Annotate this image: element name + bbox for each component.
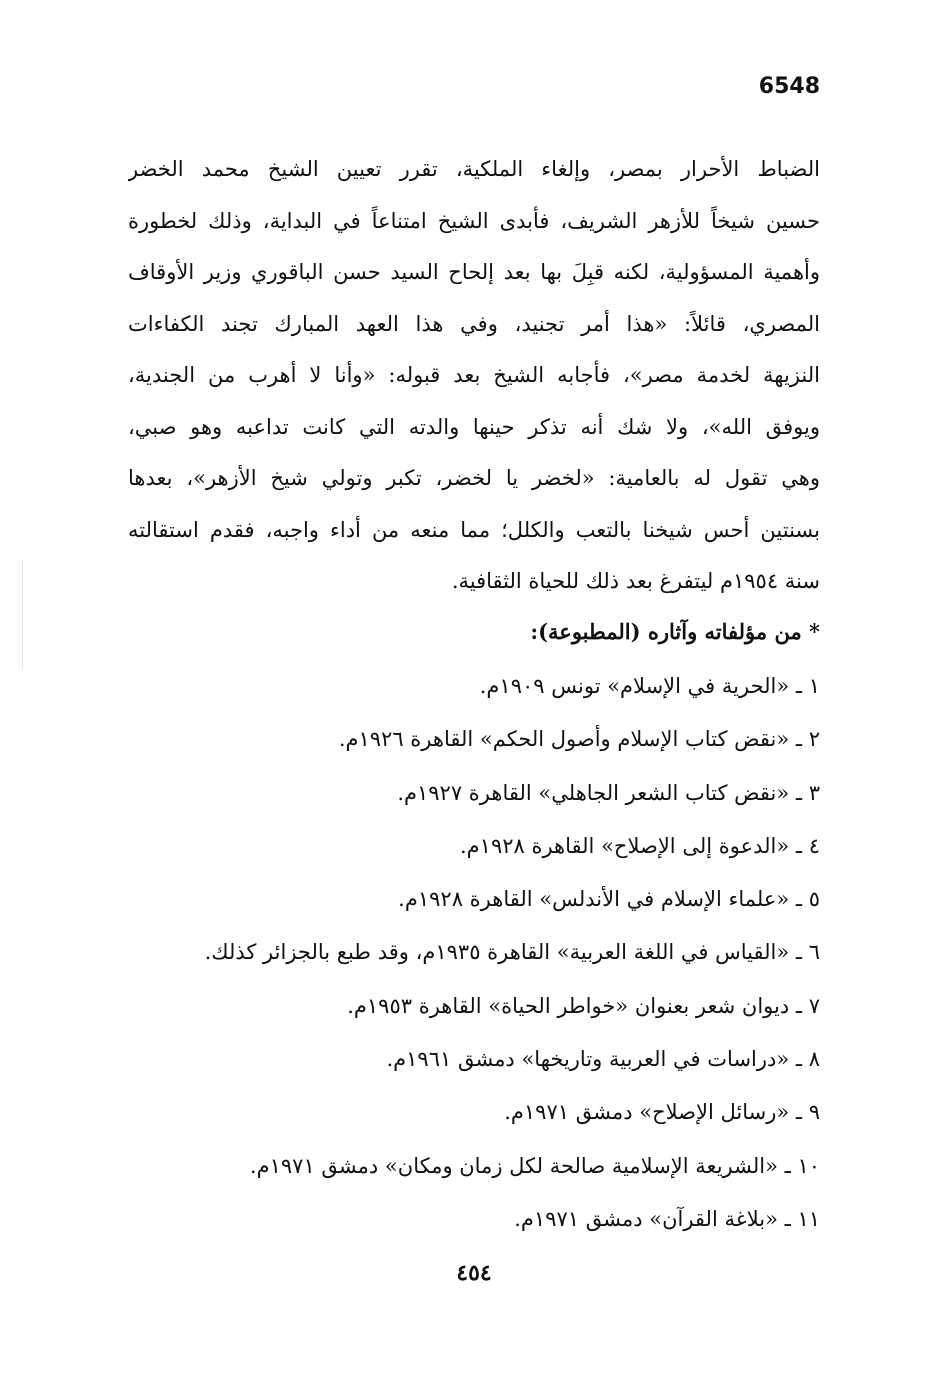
works-list-item: ٧ ـ ديوان شعر بعنوان «خواطر الحياة» القاهرة ١٩٥٣م.: [347, 993, 820, 1018]
paragraph-line: بسنتين أحس شيخنا بالتعب والكلل؛ مما منعه من أداء واجبه، فقدم استقالته: [128, 517, 820, 542]
works-list-item: ٤ ـ «الدعوة إلى الإصلاح» القاهرة ١٩٢٨م.: [459, 833, 820, 858]
works-list: [128, 660, 820, 1246]
paragraph-line: وهي تقول له بالعامية: «لخضر يا لخضر، تكبر وتولي شيخ الأزهر»، بعدها: [128, 466, 820, 490]
page-id: 6548: [758, 74, 820, 99]
works-list-item: ٦ ـ «القياس في اللغة العربية» القاهرة ١٩٣٥م، وقد طبع بالجزائر كذلك.: [204, 940, 820, 965]
works-list-item: ١١ ـ «بلاغة القرآن» دمشق ١٩٧١م.: [514, 1206, 820, 1231]
paragraph-line: ويوفق الله»، ولا شك أنه تذكر حينها والدته التي كانت تداعبه وهو صبي،: [128, 414, 820, 439]
works-list-item: ٣ ـ «نقض كتاب الشعر الجاهلي» القاهرة ١٩٢٧م.: [397, 780, 820, 805]
works-heading: * من مؤلفاته وآثاره (المطبوعة):: [530, 619, 820, 644]
works-list-item: ١ ـ «الحرية في الإسلام» تونس ١٩٠٩م.: [479, 674, 820, 698]
paragraph-line: سنة ١٩٥٤م ليتفرغ بعد ذلك للحياة الثقافية.: [451, 569, 820, 593]
paragraph-line: الضباط الأحرار بمصر، وإلغاء الملكية، تقرر تعيين الشيخ محمد الخضر: [128, 157, 820, 181]
works-list-item: ٨ ـ «دراسات في العربية وتاريخها» دمشق ١٩٦١م.: [386, 1047, 820, 1072]
works-list-item: ١٠ ـ «الشريعة الإسلامية صالحة لكل زمان ومكان» دمشق ١٩٧١م.: [249, 1153, 820, 1178]
works-list-item: ٢ ـ «نقض كتاب الإسلام وأصول الحكم» القاهرة ١٩٢٦م.: [338, 727, 820, 752]
paragraph-line: وأهمية المسؤولية، لكنه قبِلَ بها بعد إلحاح السيد حسن الباقوري وزير الأوقاف: [128, 260, 820, 284]
biography-paragraph: [128, 144, 820, 608]
works-list-item: ٥ ـ «علماء الإسلام في الأندلس» القاهرة ١٩٢٨م.: [398, 887, 820, 912]
works-list-item: ٩ ـ «رسائل الإصلاح» دمشق ١٩٧١م.: [504, 1100, 820, 1125]
paragraph-line: المصري، قائلاً: «هذا أمر تجنيد، وفي هذا العهد المبارك تجند الكفاءات: [128, 311, 820, 336]
page-number: ٤٥٤: [456, 1260, 492, 1286]
paragraph-line: حسين شيخاً للأزهر الشريف، فأبدى الشيخ امتناعاً في البداية، وذلك لخطورة: [128, 208, 820, 233]
paragraph-line: النزيهة لخدمة مصر»، فأجابه الشيخ بعد قبوله: «وأنا لا أهرب من الجندية،: [128, 363, 820, 387]
scan-margin-mark: [22, 560, 23, 670]
